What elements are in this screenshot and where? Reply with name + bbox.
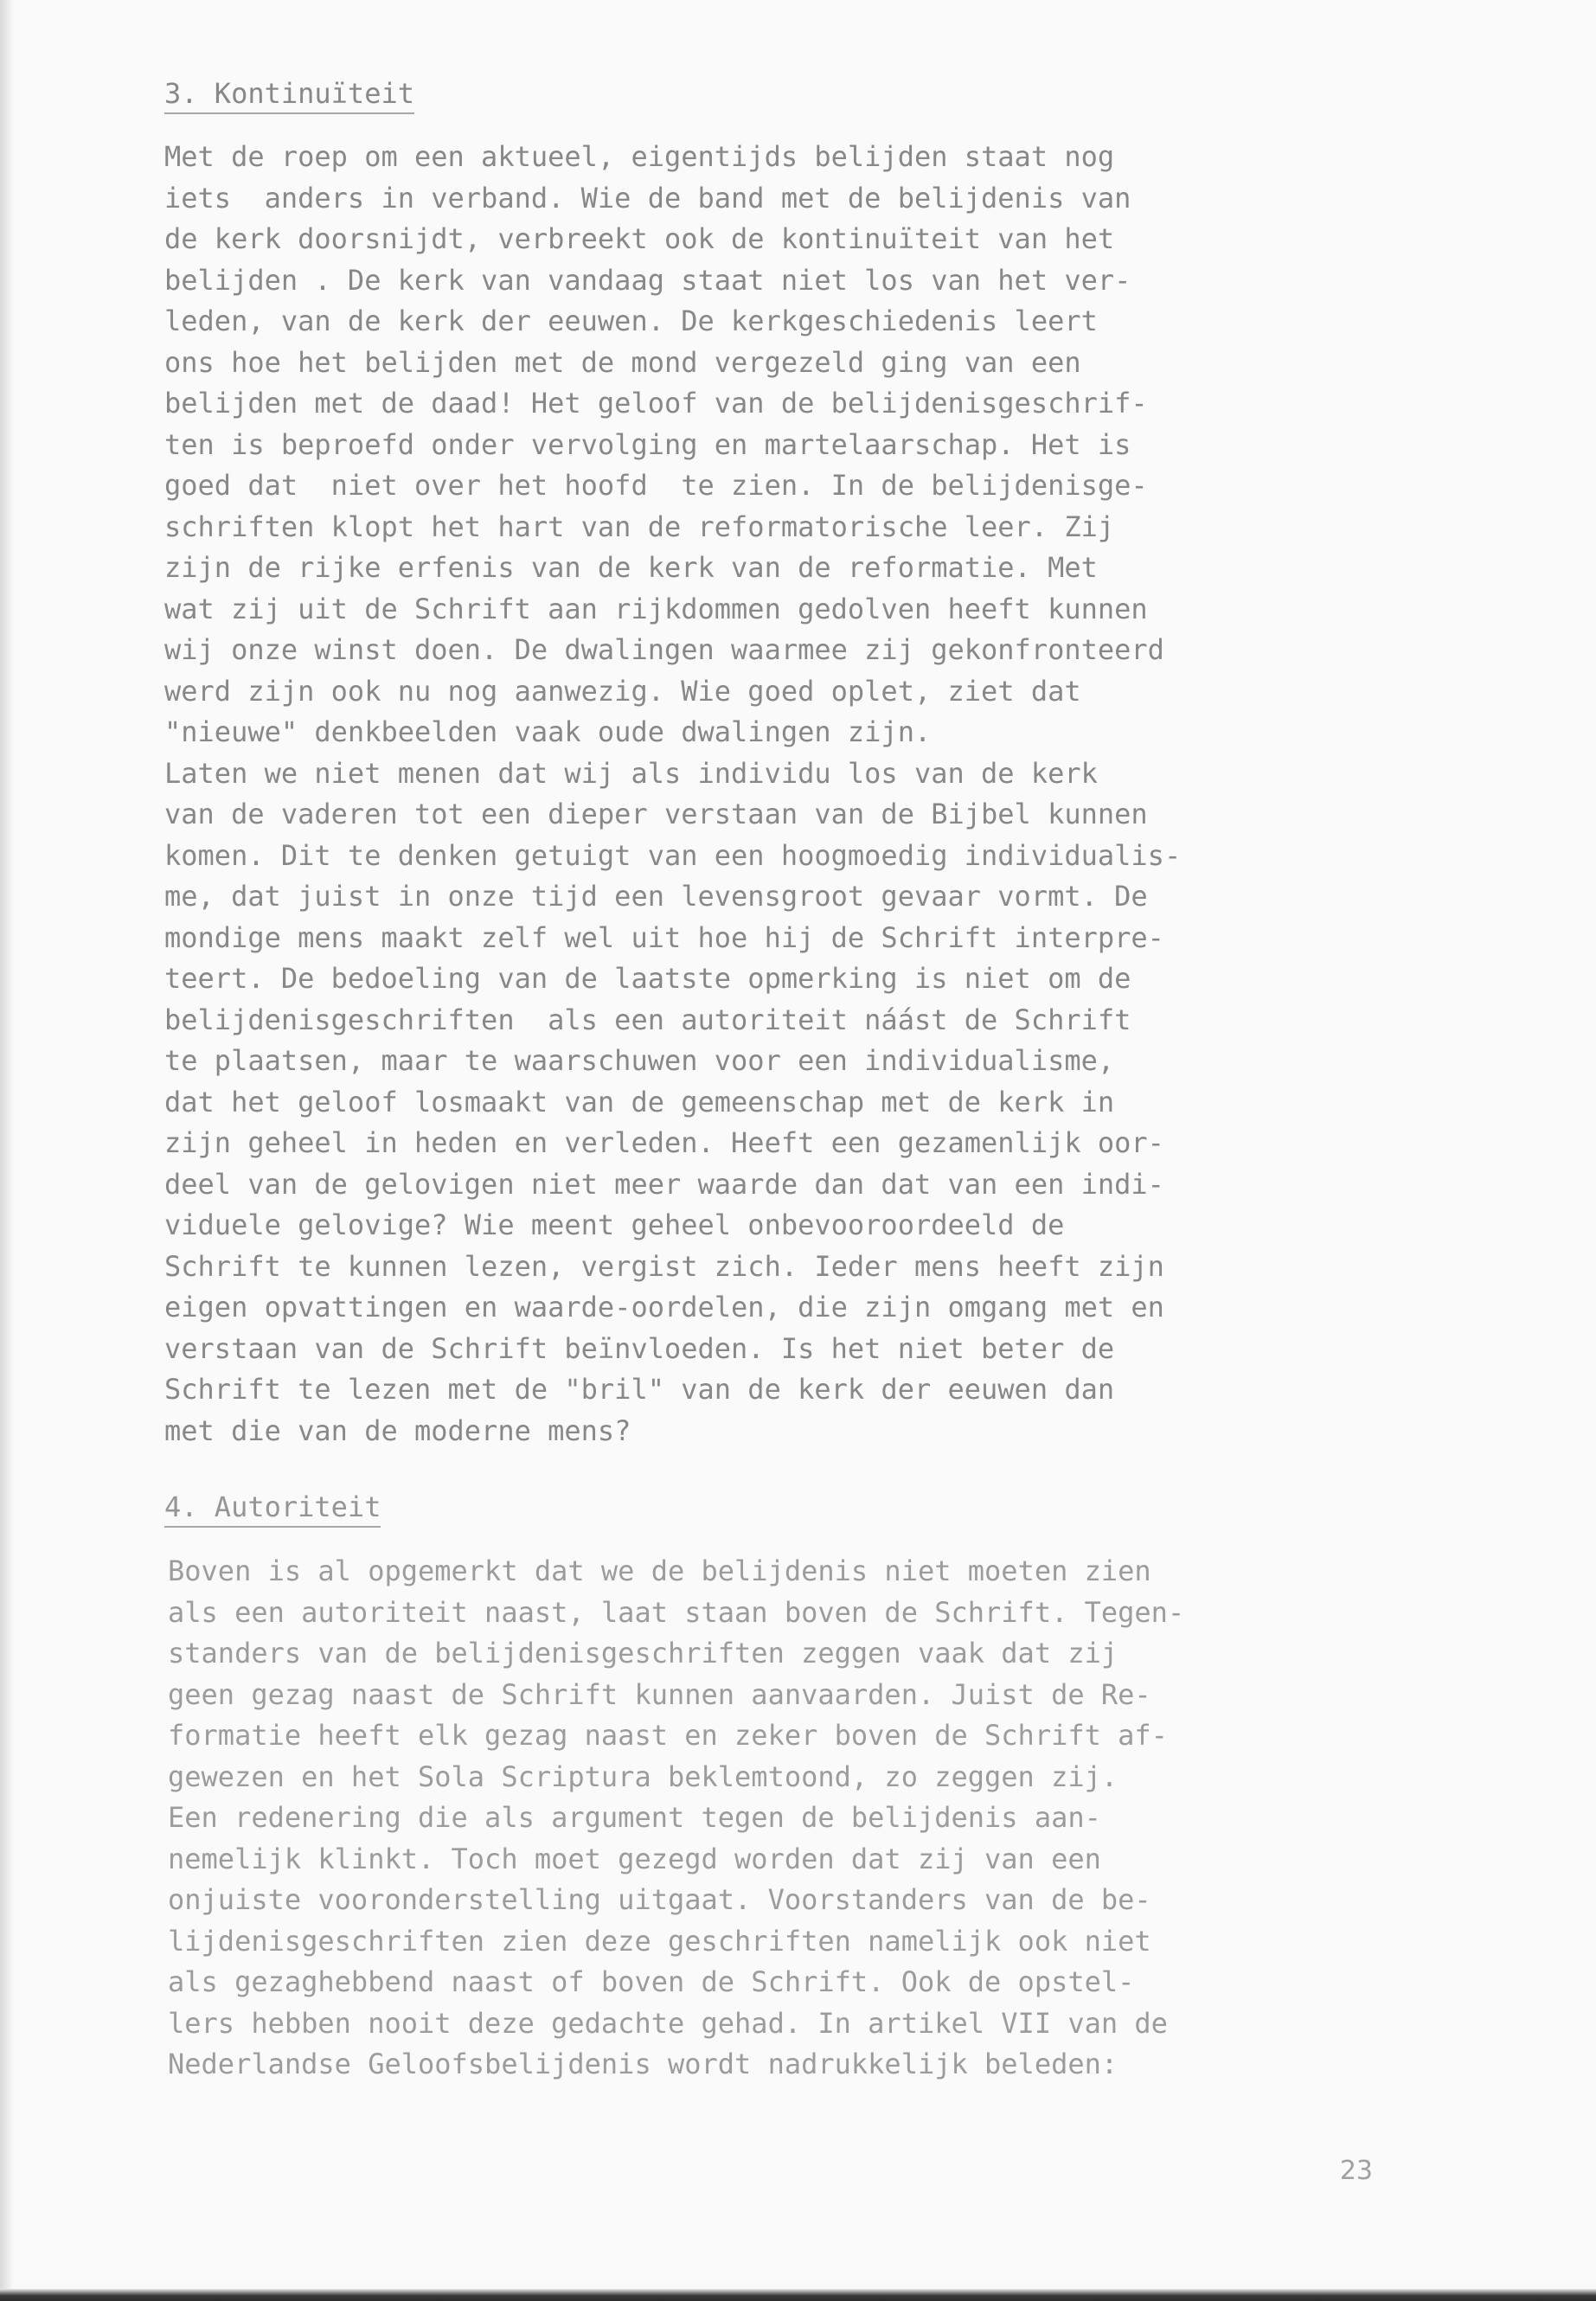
text-line: nemelijk klinkt. Toch moet gezegd worden dat zij van een (168, 1842, 1101, 1875)
text-line: "nieuwe" denkbeelden vaak oude dwalingen zijn. (164, 715, 932, 748)
text-line: Boven is al opgemerkt dat we de belijdenis niet moeten zien (168, 1554, 1151, 1587)
text-line: onjuiste vooronderstelling uitgaat. Voorstanders van de be- (168, 1883, 1151, 1916)
text-line: de kerk doorsnijdt, verbreekt ook de kontinuïteit van het (164, 222, 1115, 255)
text-line: Laten we niet menen dat wij als individu los van de kerk (164, 756, 1098, 790)
scan-left-edge (0, 0, 14, 2301)
text-line: schriften klopt het hart van de reformatorische leer. Zij (164, 510, 1115, 543)
text-line: teert. De bedoeling van de laatste opmerking is niet om de (164, 962, 1131, 995)
text-line: dat het geloof losmaakt van de gemeenschap met de kerk in (164, 1085, 1115, 1118)
text-line: met die van de moderne mens? (164, 1413, 631, 1447)
text-line: als gezaghebbend naast of boven de Schrift. Ook de opstel- (168, 1965, 1135, 1998)
text-line: belijden met de daad! Het geloof van de belijdenisgeschrif- (164, 387, 1148, 420)
section-kontinuiteit-body (164, 137, 1427, 1452)
text-line: eigen opvattingen en waarde-oordelen, die zijn omgang met en (164, 1291, 1164, 1324)
text-line: standers van de belijdenisgeschriften zeggen vaak dat zij (168, 1637, 1118, 1670)
text-line: me, dat juist in onze tijd een levensgroot gevaar vormt. De (164, 880, 1148, 913)
text-line: ten is beproefd onder vervolging en martelaarschap. Het is (164, 427, 1131, 461)
text-line: werd zijn ook nu nog aanwezig. Wie goed oplet, ziet dat (164, 674, 1081, 708)
text-line: zijn de rijke erfenis van de kerk van de reformatie. Met (164, 551, 1098, 584)
text-line: te plaatsen, maar te waarschuwen voor een individualisme, (164, 1044, 1115, 1077)
section-autoriteit-body (168, 1551, 1431, 2086)
text-line: verstaan van de Schrift beïnvloeden. Is het niet beter de (164, 1331, 1115, 1365)
text-line: Schrift te kunnen lezen, vergist zich. Ieder mens heeft zijn (164, 1249, 1164, 1283)
text-line: viduele gelovige? Wie meent geheel onbevooroordeeld de (164, 1208, 1065, 1241)
text-line: belijden . De kerk van vandaag staat niet los van het ver- (164, 263, 1131, 297)
section-heading-autoriteit: 4. Autoriteit (164, 1490, 381, 1528)
text-line: komen. Dit te denken getuigt van een hoogmoedig individualis- (164, 838, 1182, 872)
text-line: formatie heeft elk gezag naast en zeker boven de Schrift af- (168, 1719, 1168, 1752)
text-line: Schrift te lezen met de "bril" van de kerk der eeuwen dan (164, 1373, 1115, 1406)
section-kontinuiteit (164, 76, 1427, 114)
text-line: Met de roep om een aktueel, eigentijds belijden staat nog (164, 140, 1115, 173)
text-line: belijdenisgeschriften als een autoriteit náást de Schrift (164, 1003, 1131, 1036)
text-line: geen gezag naast de Schrift kunnen aanvaarden. Juist de Re- (168, 1677, 1151, 1711)
text-line: mondige mens maakt zelf wel uit hoe hij de Schrift interpre- (164, 920, 1164, 954)
text-line: leden, van de kerk der eeuwen. De kerkgeschiedenis leert (164, 304, 1098, 337)
scan-bottom-edge (0, 2289, 1596, 2301)
text-line: deel van de gelovigen niet meer waarde dan dat van een indi- (164, 1167, 1164, 1201)
text-line: iets anders in verband. Wie de band met de belijdenis van (164, 181, 1131, 215)
section-heading-kontinuiteit: 3. Kontinuïteit (164, 76, 414, 114)
text-line: goed dat niet over het hoofd te zien. In de belijdenisge- (164, 469, 1148, 502)
text-line: lijdenisgeschriften zien deze geschriften namelijk ook niet (168, 1924, 1151, 1958)
text-line: lers hebben nooit deze gedachte gehad. In artikel VII van de (168, 2006, 1168, 2040)
text-line: wij onze winst doen. De dwalingen waarmee zij gekonfronteerd (164, 633, 1164, 666)
text-line: zijn geheel in heden en verleden. Heeft een gezamenlijk oor- (164, 1126, 1164, 1159)
text-line: van de vaderen tot een dieper verstaan van de Bijbel kunnen (164, 798, 1148, 830)
section-autoriteit (164, 1490, 1427, 1528)
text-line: gewezen en het Sola Scriptura beklemtoond, zo zeggen zij. (168, 1759, 1118, 1793)
text-line: Een redenering die als argument tegen de belijdenis aan- (168, 1801, 1101, 1834)
text-line: als een autoriteit naast, laat staan boven de Schrift. Tegen- (168, 1595, 1185, 1629)
page-number: 23 (1339, 2156, 1373, 2186)
text-line: ons hoe het belijden met de mond vergezeld ging van een (164, 345, 1081, 379)
text-line: Nederlandse Geloofsbelijdenis wordt nadrukkelijk beleden: (168, 2048, 1118, 2080)
text-line: wat zij uit de Schrift aan rijkdommen gedolven heeft kunnen (164, 592, 1148, 625)
